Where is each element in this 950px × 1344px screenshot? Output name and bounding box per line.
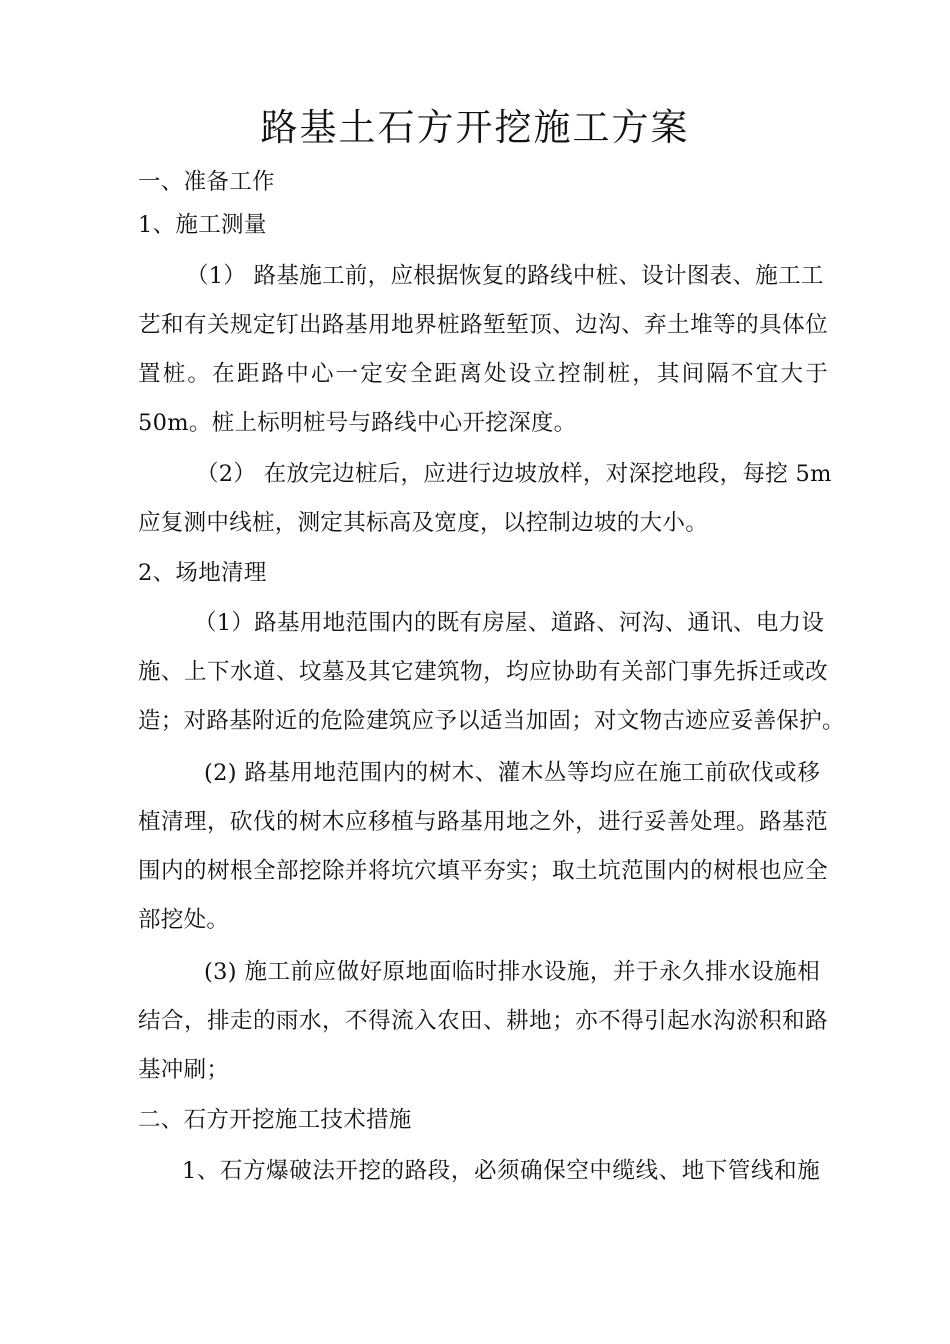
paragraph-line: 应复测中线桩，测定其标高及宽度，以控制边坡的大小。: [138, 510, 709, 536]
paragraph-line: （1）路基用地范围内的既有房屋、道路、河沟、通讯、电力设: [194, 610, 825, 636]
paragraph-line: 置桩。在距路中心一定安全距离处设立控制桩，其间隔不宜大于: [138, 361, 828, 387]
paragraph-line: 结合，排走的雨水，不得流入农田、耕地；亦不得引起水沟淤积和路: [138, 1008, 828, 1034]
section-heading-preparation: 一、准备工作: [138, 169, 275, 195]
paragraph-line: 艺和有关规定钉出路基用地界桩路堑堑顶、边沟、弃土堆等的具体位: [138, 312, 828, 338]
paragraph-line: (2) 路基用地范围内的树木、灌木丛等均应在施工前砍伐或移: [204, 760, 820, 786]
paragraph-line: 植清理，砍伐的树木应移植与路基用地之外，进行妥善处理。路基范: [138, 809, 828, 835]
paragraph-line: 施、上下水道、坟墓及其它建筑物，均应协助有关部门事先拆迁或改: [138, 659, 828, 685]
paragraph-line: 50m。桩上标明桩号与路线中心开挖深度。: [138, 410, 577, 436]
paragraph-line: （2） 在放完边桩后，应进行边坡放样，对深挖地段，每挖 5m: [196, 461, 832, 487]
subsection-heading-site-clearing: 2、场地清理: [138, 560, 267, 586]
paragraph-line: 基冲刷；: [138, 1057, 230, 1083]
paragraph-line: (3) 施工前应做好原地面临时排水设施，并于永久排水设施相: [204, 959, 820, 985]
document-title: 路基土石方开挖施工方案: [260, 106, 690, 149]
section-heading-rock-excavation: 二、石方开挖施工技术措施: [138, 1107, 412, 1133]
subsection-heading-survey: 1、施工测量: [138, 212, 267, 238]
paragraph-line: 1、石方爆破法开挖的路段，必须确保空中缆线、地下管线和施: [182, 1158, 820, 1184]
paragraph-line: 围内的树根全部挖除并将坑穴填平夯实；取土坑范围内的树根也应全: [138, 858, 828, 884]
paragraph-line: 造；对路基附近的危险建筑应予以适当加固；对文物古迹应妥善保护。: [138, 708, 845, 734]
paragraph-line: （1） 路基施工前，应根据恢复的路线中桩、设计图表、施工工: [186, 263, 824, 289]
paragraph-line: 部挖处。: [138, 907, 230, 933]
